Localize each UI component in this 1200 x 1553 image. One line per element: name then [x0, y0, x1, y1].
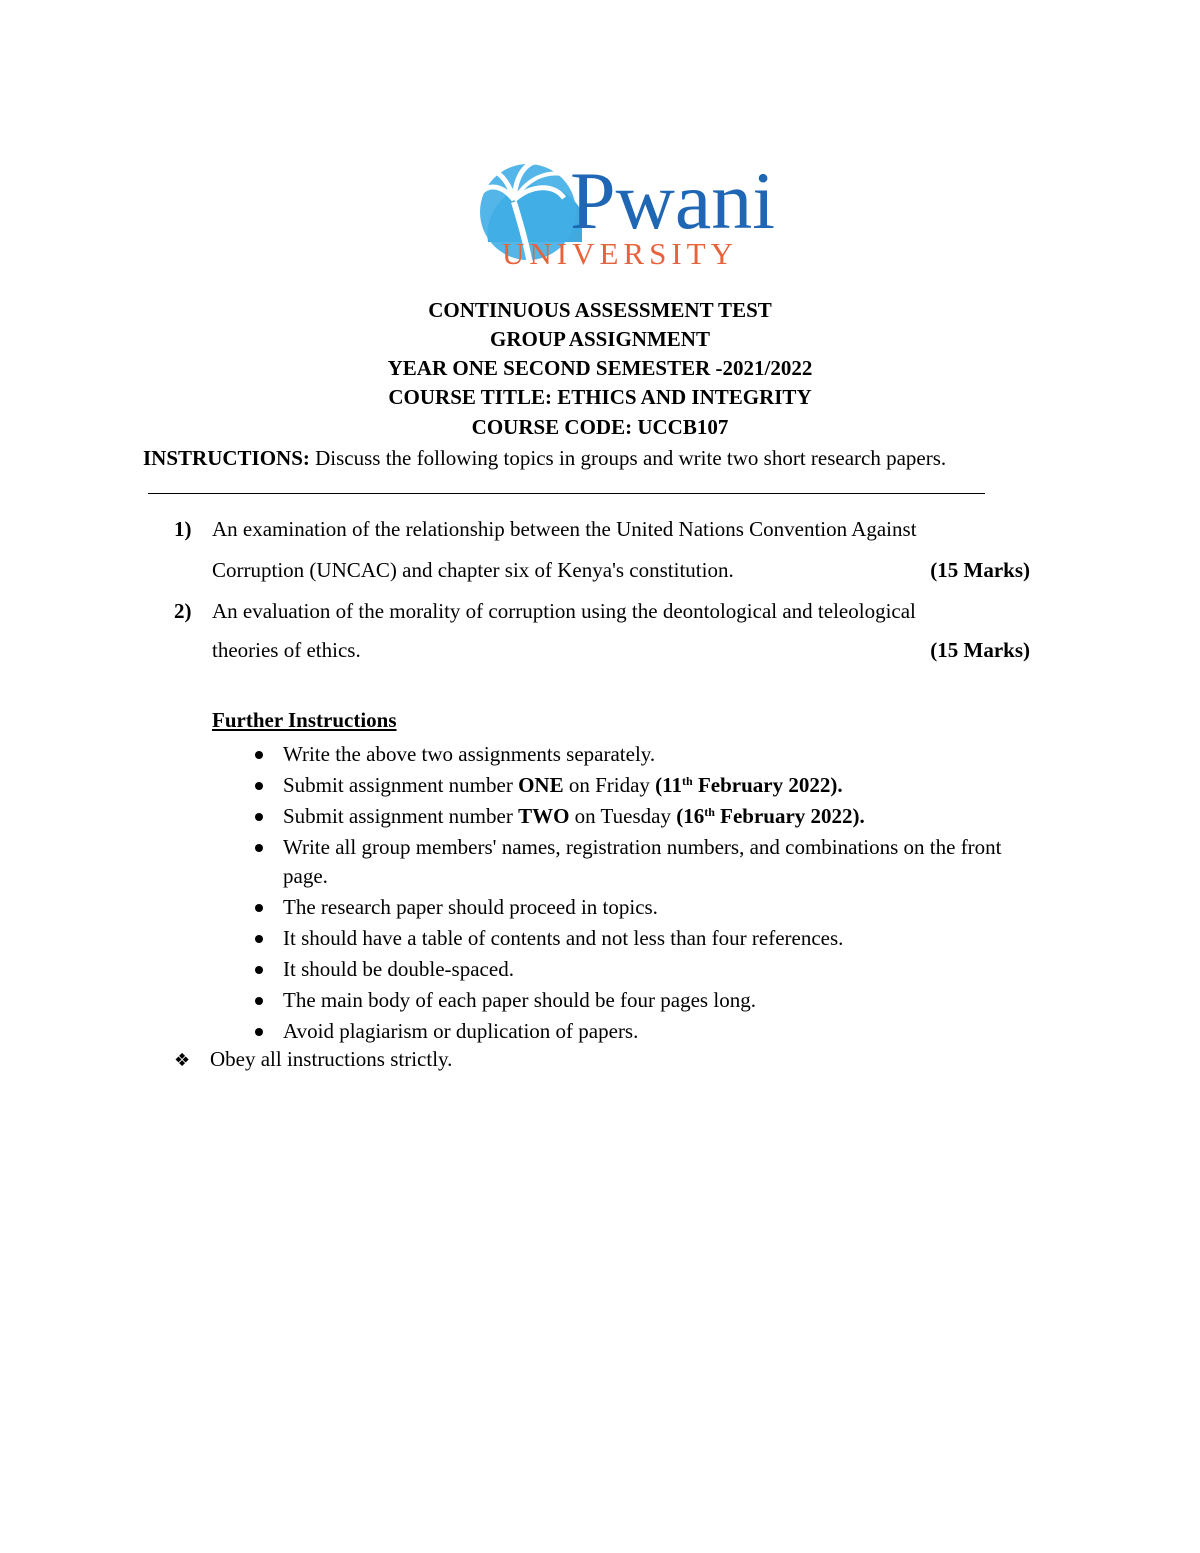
bullet-dot-icon — [255, 935, 263, 943]
bullet-dot-icon — [255, 997, 263, 1005]
bullet-dot-icon — [255, 904, 263, 912]
list-item — [0, 1017, 1200, 1046]
question-marks: (15 Marks) — [930, 638, 1030, 662]
list-item-text: It should have a table of contents and not less than four references. — [283, 926, 844, 950]
list-item-text: Submit assignment number — [283, 804, 519, 828]
bullet-dot-icon — [255, 1028, 263, 1036]
list-item-text: Write all group members' names, registration numbers, and combinations on the front page. — [283, 835, 1002, 888]
list-item — [0, 833, 1200, 891]
list-item-text: on Friday — [563, 773, 656, 797]
list-item-text: Avoid plagiarism or duplication of papers. — [283, 1019, 639, 1043]
bullet-dot-icon — [255, 751, 263, 759]
list-item — [0, 955, 1200, 984]
question-text-line-2: Corruption (UNCAC) and chapter six of Kenya's constitution. — [212, 558, 734, 582]
list-item — [0, 893, 1200, 922]
list-item — [0, 771, 1200, 800]
four-diamond-bullet-icon: ❖ — [174, 1050, 191, 1071]
list-item — [0, 924, 1200, 953]
bullet-dot-icon — [255, 844, 263, 852]
bullet-dot-icon — [255, 966, 263, 974]
list-item-date: (16th February 2022). — [676, 804, 865, 828]
list-item-text: It should be double-spaced. — [283, 957, 514, 981]
divider-line — [148, 493, 985, 494]
list-item-emphasis: ONE — [518, 773, 564, 797]
question-marks: (15 Marks) — [930, 558, 1030, 582]
list-item-text: Submit assignment number — [283, 773, 519, 797]
question-text-line-1: An evaluation of the morality of corruption using the deontological and teleological — [212, 599, 916, 623]
further-instructions-list — [0, 740, 1200, 1048]
logo-wordmark: Pwani — [570, 155, 775, 246]
question-text-line-2: theories of ethics. — [212, 638, 361, 662]
heading-year-semester: YEAR ONE SECOND SEMESTER -2021/2022 — [387, 356, 813, 380]
question-number: 1) — [174, 517, 192, 541]
further-instructions-title: Further Instructions — [212, 708, 397, 732]
list-item-text: Write the above two assignments separately. — [283, 742, 656, 766]
list-item — [0, 986, 1200, 1015]
list-item — [0, 740, 1200, 769]
list-item-emphasis: TWO — [518, 804, 570, 828]
heading-course-code: COURSE CODE: UCCB107 — [471, 415, 729, 439]
list-item-text: The research paper should proceed in topics. — [283, 895, 658, 919]
university-logo — [470, 142, 775, 272]
instructions-line — [143, 444, 946, 473]
final-note — [174, 1045, 452, 1075]
logo-subtitle: UNIVERSITY — [502, 236, 738, 271]
list-item-text: The main body of each paper should be four pages long. — [283, 988, 756, 1012]
bullet-dot-icon — [255, 782, 263, 790]
instructions-label: INSTRUCTIONS: — [143, 446, 310, 470]
list-item — [0, 802, 1200, 831]
bullet-dot-icon — [255, 813, 263, 821]
question-number: 2) — [174, 599, 192, 623]
instructions-text: Discuss the following topics in groups and write two short research papers. — [309, 446, 947, 470]
heading-test-type: CONTINUOUS ASSESSMENT TEST — [428, 298, 772, 322]
final-note-text: Obey all instructions strictly. — [210, 1047, 453, 1071]
list-item-date: (11th February 2022). — [655, 773, 843, 797]
question-text-line-1: An examination of the relationship between the United Nations Convention Against — [212, 517, 917, 541]
heading-assignment-type: GROUP ASSIGNMENT — [490, 327, 710, 351]
heading-course-title: COURSE TITLE: ETHICS AND INTEGRITY — [388, 385, 812, 409]
list-item-text: on Tuesday — [569, 804, 677, 828]
